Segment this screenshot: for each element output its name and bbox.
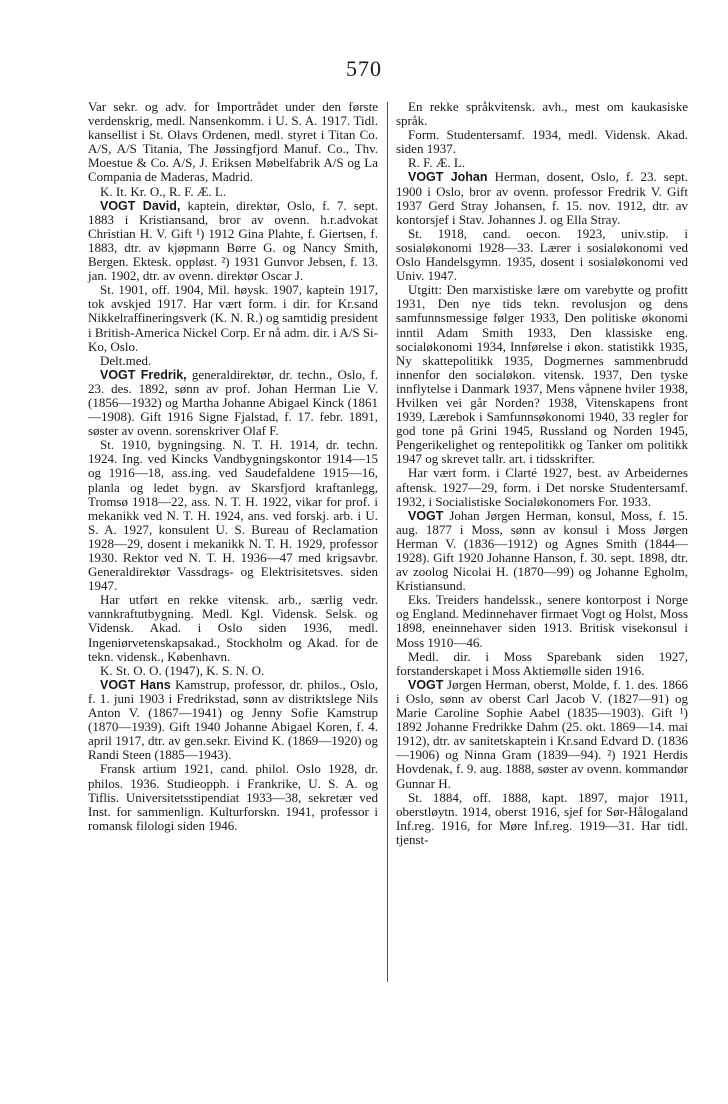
entry-name: VOGT Hans [100,677,171,692]
entry-paragraph [396,170,688,226]
paragraph-text: St. 1918, cand. oecon. 1923, univ.stip. i sosialøkonomi 1928—33. Lærer i sosialøkonomi ved Oslo Handelsgymn. 1935, dosent i sosialøkonomi ved Univ. 1947. [396,225,688,284]
text-paragraph [88,664,378,678]
text-paragraph [88,438,378,593]
text-paragraph [396,156,688,170]
paragraph-text: R. F. Æ. L. [408,155,466,171]
text-paragraph [396,466,688,508]
entry-name: VOGT [408,508,444,523]
paragraph-text: St. 1884, off. 1888, kapt. 1897, major 1911, oberstløytn. 1914, oberst 1916, sjef for Sør-Hålogaland Inf.reg. 1916, for Møre Inf.reg. 1919—31. Har tidl. tjenst- [396,789,688,847]
right-column [396,100,688,847]
entry-paragraph [88,199,378,284]
text-paragraph [88,593,378,663]
paragraph-text: Har vært form. i Clarté 1927, best. av Arbeidernes aftensk. 1927—29, form. i Det norske Studentersamf. 1932, i Socialistiske Socialøkonomers For. 1933. [396,465,688,509]
paragraph-text: Herman, dosent, Oslo, f. 23. sept. 1900 i Oslo, bror av ovenn. professor Fredrik V. Gift 1937 Gerd Stray Johansen, f. 15. nov. 1912, dtr. av kontorsjef i Stav. Johannes J. og Ella Stray. [396,169,689,227]
paragraph-text: Johan Jørgen Herman, konsul, Moss, f. 15. aug. 1877 i Moss, sønn av konsul i Moss Jørgen Herman V. (1836—1912) og Agnes Smith (1844—1928). Gift 1920 Johanne Hanson, f. 30. sept. 1898, dtr. av zoolog Nicolai H. (1870—99) og Johanne Egholm, Kristiansund. [396,507,688,594]
paragraph-text: Kamstrup, professor, dr. philos., Oslo, f. 1. juni 1903 i Fredrikstad, sønn av distriktslege Nils Anton V. (1867—1941) og Jenny Sofie Kamstrup (1870—1939). Gift 1940 Johanne Abigael Koren, f. 4. april 1917, dtr. av gen.sekr. Eivind K. (1869—1920) og Randi Steen (1885—1943). [88,676,378,763]
paragraph-text: En rekke språkvitensk. avh., mest om kaukasiske språk. [396,99,688,129]
paragraph-text: kaptein, direktør, Oslo, f. 7. sept. 1883 i Kristiansand, bror av ovenn. h.r.advokat Christian H. V. Gift ¹) 1912 Gina Plahte, f. Giertsen, f. 1883, dtr. av kjøpmann Børre G. og Nancy Smith, Bergen. Ektesk. oppløst. ²) 1931 Gunvor Jebsen, f. 13. jan. 1902, dtr. av ovenn. direktør Oscar J. [88,197,378,284]
paragraph-text: St. 1901, off. 1904, Mil. høysk. 1907, kaptein 1917, tok avskjed 1917. Har vært form. i dir. for Kr.sand Nikkelraffineringsverk (K. N. R.) og samtidig president i British-America Nickel Corp. Er nå adm. dir. i A/S Si-Ko, Oslo. [88,282,378,354]
text-paragraph [88,354,378,368]
column-divider [387,102,388,982]
entry-paragraph [396,509,688,594]
entry-name: VOGT [408,677,444,692]
entry-name: VOGT David, [100,198,181,213]
text-paragraph [396,650,688,678]
entry-name: VOGT Johan [408,170,488,185]
paragraph-text: Medl. dir. i Moss Sparebank siden 1927, forstanderskapet i Moss Aktiemølle siden 1916. [396,648,688,678]
entry-paragraph [88,368,378,438]
paragraph-text: St. 1910, bygningsing. N. T. H. 1914, dr. techn. 1924. Ing. ved Kincks Vandbygningskontor 1914—15 og 1916—18, ass.ing. ved Saudefaldene 1915—16, planla og ledet bygn. av Skarsfjord kraftanlegg, Tromsø 1918—22, ass. N. T. H. 1922, vikar for prof. i mekanikk ved N. T. H. 1924, ans. ved forskj. arb. i U. S. A. 1927, konsulent U. S. Bureau of Reclamation 1928—29, dosent i mekanikk N. T. H. 1929, professor 1930. Rektor ved N. T. H. 1936—47 med krigsavbr. Generaldirektør Vassdrags- og Elektrisitetsves. siden 1947. [88,437,378,594]
text-paragraph [396,593,688,649]
text-paragraph [396,100,688,128]
paragraph-text: generaldirektør, dr. techn., Oslo, f. 23. des. 1892, sønn av prof. Johan Herman Lie V. (1856—1932) og Martha Johanne Abigael Kinck (1861—1908). Gift 1916 Signe Fjalstad, f. 17. febr. 1891, søster av ovenn. sorenskriver Olaf F. [88,366,378,439]
text-paragraph [396,791,688,847]
left-column [88,100,378,833]
text-paragraph [396,128,688,156]
text-paragraph [88,762,378,832]
paragraph-text: K. It. Kr. O., R. F. Æ. L. [100,183,227,199]
paragraph-text: Fransk artium 1921, cand. philol. Oslo 1928, dr. philos. 1936. Studieopph. i Frankrike, U. S. A. og Tiflis. Universitetsstipendiat 1933—38, sekretær ved Inst. for sammenlign. Kulturforskn. 1941, professor i romansk filologi siden 1946. [88,761,378,833]
paragraph-text: Har utført en rekke vitensk. arb., særlig vedr. vannkraftutbygning. Medl. Kgl. Vidensk. Selsk. og Vidensk. Akad. i Oslo siden 1936, medl. Ingeniørvetenskapsakad., Stockholm og Akad. for de tekn. vidensk., København. [88,592,378,664]
paragraph-text: Eks. Treiders handelssk., senere kontorpost i Norge og England. Medinnehaver firmaet Vogt og Holst, Moss 1898, eneinnehaver siden 1913. Britisk visekonsul i Moss 1910—46. [396,592,688,650]
text-paragraph [88,100,378,185]
paragraph-text: Form. Studentersamf. 1934, medl. Vidensk. Akad. siden 1937. [396,127,688,157]
entry-paragraph [396,678,688,791]
text-paragraph [88,185,378,199]
text-paragraph [396,227,688,283]
entry-paragraph [88,678,378,763]
paragraph-text: Var sekr. og adv. for Importrådet under den første verdenskrig, medl. Nansenkomm. i U. S. A. 1917. Tidl. kansellist i St. Olavs Ordenen, medl. styret i Titan Co. A/S, A/S Titania, The Jøssingfjord Manuf. Co., Thv. Moestue & Co. A/S, J. Eriksen Møbelfabrik A/S og La Compania de Maderas, Madrid. [88,99,378,185]
paragraph-text: Jørgen Herman, oberst, Molde, f. 1. des. 1866 i Oslo, sønn av oberst Carl Jacob V. (1827—91) og Marie Caroline Sophie Aabel (1835—1903). Gift ¹) 1892 Johanne Fredrikke Dahm (25. okt. 1869—14. mai 1912), dtr. av sanitetskaptein i Kr.sand Edvard D. (1836—1906) og Ninna Gram (1839—94). ²) 1921 Herdis Hovdenak, f. 9. aug. 1888, søster av ovenn. kommandør Gunnar H. [396,676,688,791]
paragraph-text: K. St. O. O. (1947), K. S. N. O. [100,662,265,678]
entry-name: VOGT Fredrik, [100,367,187,382]
paragraph-text: Delt.med. [100,352,152,368]
paragraph-text: Utgitt: Den marxistiske lære om varebytte og profitt 1931, Den nye tids tekn. revolusjon og dens samfunnsmessige følger 1933, Den politiske økonomi inntil Adam Smith 1933, Den klassiske eng. socialøkonomi 1934, Innførelse i økon. statistikk 1935, Ny skattepolitikk 1935, Dogmernes sammenbrudd innenfor den socialøkon. vitensk. 1937, Den tyske innflytelse i Danmark 1937, Mens våpnene hviler 1938, Hvilken vei går Norden? 1938, Vitenskapens front 1939, Lærebok i Samfunnsøkonomi 1940, 33 regler for god tone på Grini 1945, Russland og Norden 1945, Pengerikelighet og rentepolitikk og Tanker om politikk 1947 og skrevet tallr. art. i tidsskrifter. [396,282,688,467]
page-number: 570 [346,56,382,81]
text-paragraph [88,283,378,353]
text-paragraph [396,283,688,466]
